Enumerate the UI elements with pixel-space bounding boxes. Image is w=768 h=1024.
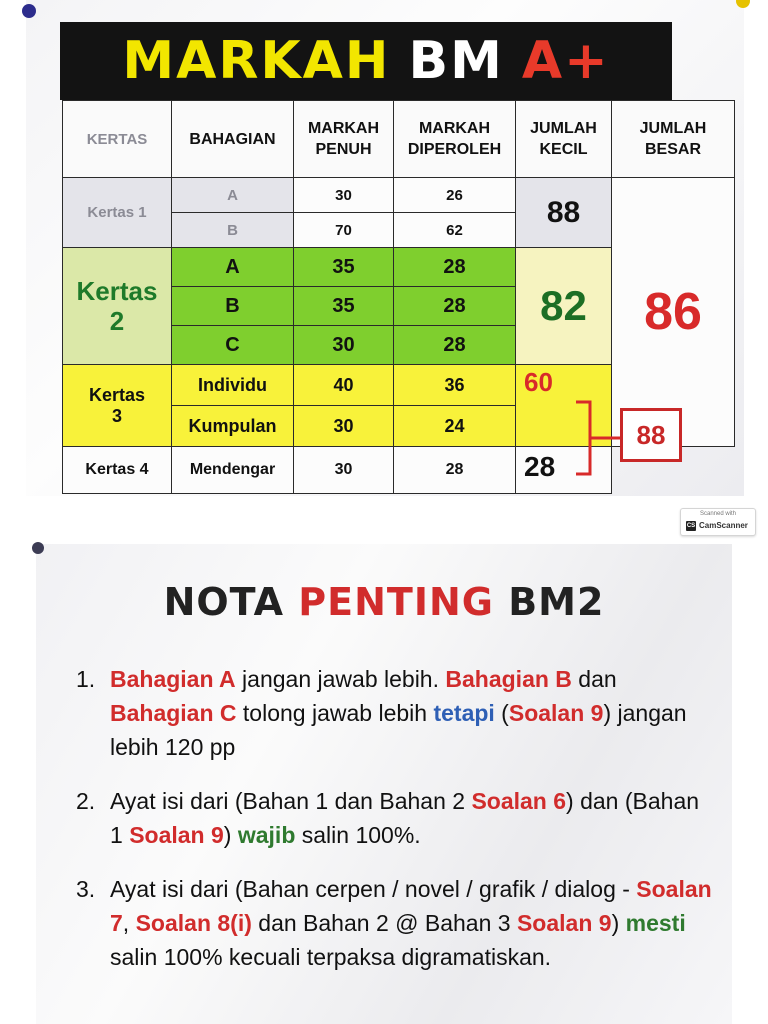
diperoleh-cell: 28: [394, 326, 516, 365]
scanned-with-label: Scanned with: [699, 511, 737, 517]
penuh-cell: 70: [294, 213, 394, 248]
nota-list: [76, 662, 716, 994]
kertas3-label: Kertas 3: [63, 365, 172, 447]
header-kertas: KERTAS: [63, 101, 172, 178]
camscanner-badge: [680, 508, 756, 536]
penuh-cell: 30: [294, 326, 394, 365]
header-markah-penuh: MARKAH PENUH: [294, 101, 394, 178]
pin-icon: [736, 0, 750, 8]
bahagian-cell: B: [172, 287, 294, 326]
diperoleh-cell: 36: [394, 365, 516, 406]
bahagian-cell: B: [172, 213, 294, 248]
nota-title: NOTA PENTING BM2: [163, 580, 605, 624]
table-row: [63, 178, 735, 213]
list-item: 1. Bahagian A jangan jawab lebih. Bahagian B dan Bahagian C tolong jawab lebih tetapi (Soalan 9) jangan lebih 120 pp: [76, 666, 687, 760]
diperoleh-cell: 28: [394, 447, 516, 494]
diperoleh-cell: 28: [394, 287, 516, 326]
markah-poster: [26, 0, 744, 496]
header-bahagian: BAHAGIAN: [172, 101, 294, 178]
bahagian-cell: Individu: [172, 365, 294, 406]
title-markah: MARKAH: [122, 31, 391, 91]
kertas3-jumlah-value: 60: [524, 367, 553, 397]
diperoleh-cell: 28: [394, 248, 516, 287]
camscanner-name: CamScanner: [699, 521, 748, 530]
title-bm: BM: [408, 31, 504, 91]
camscanner-logo-icon: CS: [686, 523, 696, 529]
pin-icon: [32, 542, 44, 554]
kertas1-label: Kertas 1: [63, 178, 172, 248]
kertas2-jumlah-kecil: 82: [516, 248, 612, 365]
kertas4-jumlah-value: 28: [524, 451, 556, 482]
kertas4-label: Kertas 4: [63, 447, 172, 494]
list-item: 3. Ayat isi dari (Bahan cerpen / novel / grafik / dialog - Soalan 7, Soalan 8(i) dan Bahan 2 @ Bahan 3 Soalan 9) mesti salin 100% kecuali terpaksa digramatiskan.: [76, 876, 712, 970]
bahagian-cell: Mendengar: [172, 447, 294, 494]
bracket-icon: [574, 396, 624, 486]
header-jumlah-kecil: JUMLAH KECIL: [516, 101, 612, 178]
diperoleh-cell: 26: [394, 178, 516, 213]
diperoleh-cell: 62: [394, 213, 516, 248]
list-item: 2. Ayat isi dari (Bahan 1 dan Bahan 2 Soalan 6) dan (Bahan 1 Soalan 9) wajib salin 100%.: [76, 788, 700, 848]
kertas1-jumlah-kecil: 88: [516, 178, 612, 248]
bahagian-cell: A: [172, 248, 294, 287]
bahagian-cell: Kumpulan: [172, 406, 294, 447]
combined-total-box: 88: [620, 408, 682, 462]
diperoleh-cell: 24: [394, 406, 516, 447]
penuh-cell: 40: [294, 365, 394, 406]
nota-poster: [36, 544, 732, 1024]
penuh-cell: 30: [294, 447, 394, 494]
header-markah-diperoleh: MARKAH DIPEROLEH: [394, 101, 516, 178]
penuh-cell: 35: [294, 248, 394, 287]
jumlah-besar: 86: [612, 178, 735, 447]
pin-icon: [22, 4, 36, 18]
bahagian-cell: A: [172, 178, 294, 213]
header-jumlah-besar: JUMLAH BESAR: [612, 101, 735, 178]
bahagian-cell: C: [172, 326, 294, 365]
penuh-cell: 30: [294, 178, 394, 213]
penuh-cell: 35: [294, 287, 394, 326]
poster-title: [60, 22, 672, 100]
kertas2-label: Kertas 2: [63, 248, 172, 365]
penuh-cell: 30: [294, 406, 394, 447]
title-aplus: A+: [521, 31, 610, 91]
